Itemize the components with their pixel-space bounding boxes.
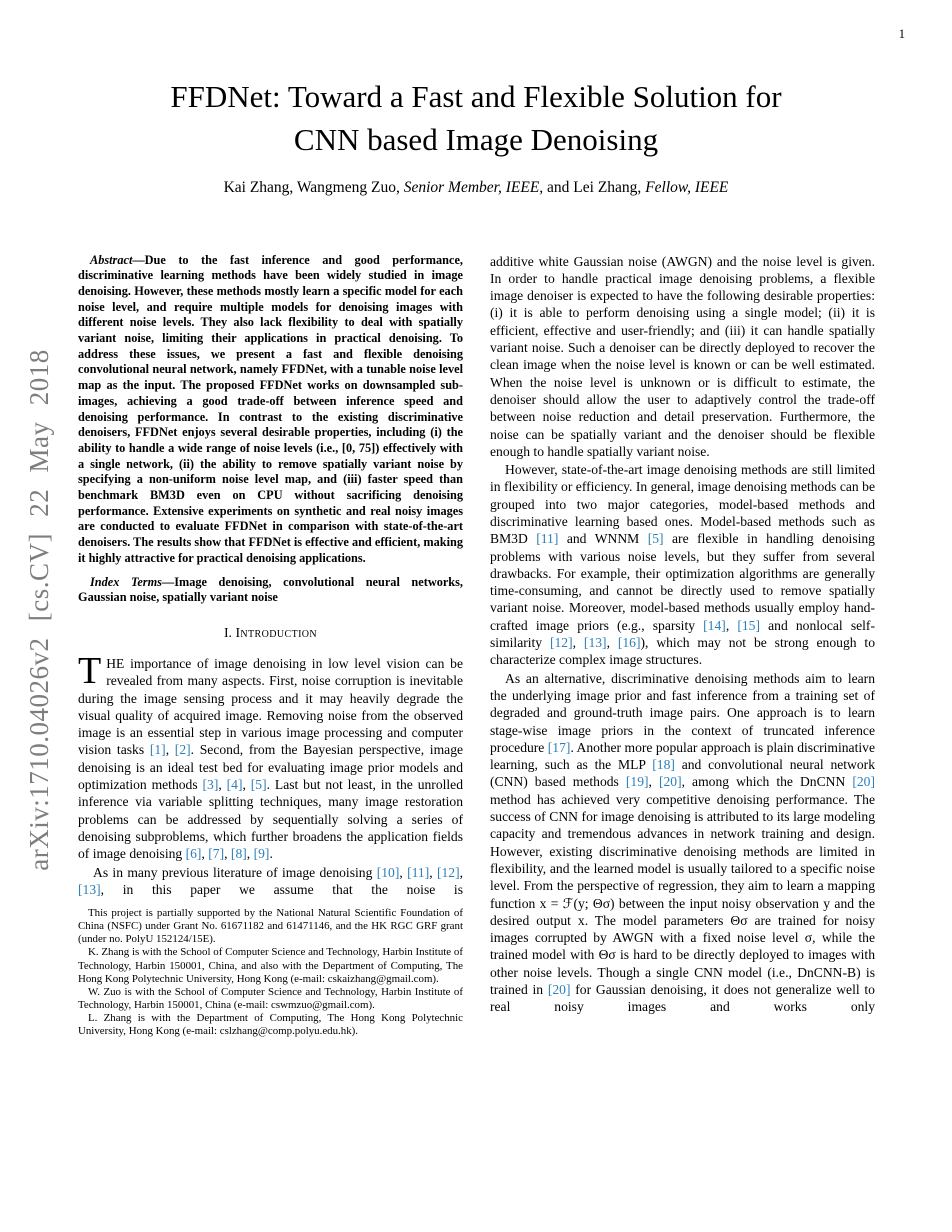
section-heading-introduction (78, 625, 463, 641)
intro-paragraph-1-text: importance of image denoising in low level vision can be revealed from many aspects. First, noise corruption is inevitable during the image sensing process and it may heavily degrade the visual quality of acquired image. Removing noise from the observed image is an essential step in various image processing and computer vision tasks [1], [2]. Second, from the Bayesian perspective, image denoising is an ideal test bed for evaluating image prior models and optimization methods [3], [4], [5]. Last but not least, in the unrolled inference via variable splitting techniques, many image restoration problems can be addressed by sequentially solving a series of denoising subproblems, which further broadens the application fields of image denoising [6], [7], [8], [9]. (78, 656, 464, 862)
title-line1: FFDNet: Toward a Fast and Flexible Solution for (170, 79, 782, 114)
drop-cap-lead: HE (106, 656, 125, 671)
citation-ref[interactable]: [20] (852, 774, 875, 790)
footnote-author-kzhang: K. Zhang is with the School of Computer Science and Technology, Harbin Institute of Technology, Harbin 150001, China, and also with the Department of Computing, The Hong Kong Polytechnic University, Hong Kong (e-mail: cskaizhang@gmail.com). (78, 946, 463, 985)
citation-ref[interactable]: [19] (625, 774, 649, 790)
citation-ref[interactable]: [12] (436, 864, 460, 880)
author-segment: Senior Member, IEEE, (403, 178, 544, 196)
citation-ref[interactable]: [17] (547, 739, 571, 755)
index-terms (78, 575, 463, 606)
citation-ref[interactable]: [8] (230, 846, 247, 862)
citation-ref[interactable]: [10] (376, 864, 400, 880)
section-number: I. (223, 625, 232, 640)
author-line (0, 179, 952, 197)
citation-ref[interactable]: [6] (185, 846, 202, 862)
citation-ref[interactable]: [13] (583, 635, 607, 651)
footnote-author-lzhang: L. Zhang is with the Department of Computing, The Hong Kong Polytechnic University, Hong Kong (e-mail: cslzhang@comp.polyu.edu.hk). (78, 1011, 463, 1037)
citation-ref[interactable]: [20] (547, 982, 571, 997)
author-segment: and Lei Zhang, (543, 178, 646, 196)
two-column-body (78, 253, 875, 1039)
citation-ref[interactable]: [11] (536, 531, 559, 547)
intro-paragraph-1 (78, 650, 464, 863)
citation-ref[interactable]: [20] (658, 774, 682, 790)
paper-title (0, 76, 952, 162)
citation-ref[interactable]: [16] (617, 635, 641, 651)
right-column (490, 253, 875, 1039)
citation-ref[interactable]: [12] (549, 635, 573, 651)
citation-ref[interactable]: [15] (737, 617, 760, 633)
citation-ref[interactable]: [7] (208, 846, 225, 862)
index-terms-label: Index Terms (90, 574, 162, 589)
author-segment: Kai Zhang, Wangmeng Zuo, (223, 178, 404, 196)
citation-ref[interactable]: [13] (78, 881, 101, 897)
citation-ref[interactable]: [5] (250, 777, 267, 793)
footnote-funding: This project is partially supported by the National Natural Scientific Foundation of China (NSFC) under Grant No. 61671182 and 61471146, and the HK RGC GRF grant (under no. PolyU 152124/15E). (78, 907, 463, 946)
citation-ref[interactable]: [1] (149, 742, 166, 758)
citation-ref[interactable]: [5] (647, 531, 664, 547)
drop-cap: T (78, 650, 102, 692)
page-number: 1 (898, 27, 905, 41)
citation-ref[interactable]: [11] (407, 864, 430, 880)
abstract (78, 253, 463, 567)
intro-paragraph-2: As in many previous literature of image denoising [10], [11], [12], [13], in this paper we assume that the noise is (78, 864, 464, 897)
right-paragraph-2: However, state-of-the-art image denoising methods are still limited in flexibility or efficiency. In general, image denoising methods can be grouped into two major categories, model-based methods and discriminative learning based ones. Model-based methods such as BM3D [11] and WNNM [5] are flexible in handling denoising problems with various noise levels, but they suffer from several drawbacks. For example, their optimization algorithms are generally time-consuming, and cannot be directly used to remove spatially variant noise. Moreover, model-based methods usually employ hand-crafted image priors (e.g., sparsity [14], [15] and nonlocal self-similarity [12], [13], [16]), which may not be strong enough to characterize complex image structures. (490, 462, 875, 668)
citation-ref[interactable]: [14] (703, 617, 726, 633)
arxiv-watermark: arXiv:1710.04026v2 [cs.CV] 22 May 2018 (24, 349, 54, 871)
abstract-label: Abstract (90, 252, 133, 267)
citation-ref[interactable]: [2] (174, 742, 191, 758)
footnote-author-wzuo: W. Zuo is with the School of Computer Science and Technology, Harbin Institute of Technology, Harbin 150001, China (e-mail: cswmzuo@gmail.com). (78, 985, 463, 1011)
citation-ref[interactable]: [4] (226, 777, 243, 793)
right-paragraph-3: As an alternative, discriminative denoising methods aim to learn the underlying image prior and fast inference from a training set of degraded and ground-truth image pairs. One approach is to learn stage-wise image priors in the context of truncated inference procedure [17]. Another more popular approach is plain discriminative learning, such as the MLP [18] and convolutional neural network (CNN) based methods [19], [20], among which the DnCNN [20] method has achieved very competitive denoising performance. The success of CNN for image denoising is attributed to its large modeling capacity and tremendous advances in network training and design. However, existing discriminative denoising methods are limited in flexibility, and the learned model is usually tailored to a specific noise level. From the perspective of regression, they aim to learn a mapping function x = ℱ(y; Θσ) between the input noisy observation y and the desired output x. The model parameters Θσ are trained for noisy images corrupted by AWGN with a fixed noise level σ, while the trained model with Θσ is hard to be directly deployed to images with other noise levels. Though a single CNN model (i.e., DnCNN-B) is trained in [20] for Gaussian denoising, it does not generalize well to real noisy images and works only (490, 670, 876, 1015)
abstract-text: —Due to the fast inference and good performance, discriminative learning methods have been widely studied in image denoising. However, these methods mostly learn a specific model for each noise level, and require multiple models for denoising images with different noise levels. They also lack flexibility to deal with spatially variant noise, limiting their applications in practical denoising. To address these issues, we present a fast and flexible denoising convolutional neural network, namely FFDNet, with a tunable noise level map as the input. The proposed FFDNet works on downsampled sub-images, achieving a good trade-off between inference speed and denoising performance. In contrast to the existing discriminative denoisers, FFDNet enjoys several desirable properties, including (i) the ability to handle a wide range of noise levels (i.e., [0, 75]) effectively with a single network, (ii) the ability to remove spatially variant noise by specifying a non-uniform noise level map, and (iii) faster speed than benchmark BM3D even on CPU without sacrificing denoising performance. Extensive experiments on synthetic and real noisy images are conducted to evaluate FFDNet in comparison with state-of-the-art denoisers. The results show that FFDNet is effective and efficient, making it highly attractive for practical denoising applications. (78, 252, 463, 565)
citation-ref[interactable]: [3] (202, 777, 219, 793)
citation-ref[interactable]: [18] (652, 757, 675, 773)
title-line2: CNN based Image Denoising (293, 121, 659, 157)
index-terms-text: —Image denoising, convolutional neural networks, Gaussian noise, spatially variant noise (78, 574, 463, 605)
footnotes (78, 907, 463, 1038)
section-title: Introduction (235, 625, 318, 640)
author-segment: Fellow, IEEE (645, 178, 729, 196)
citation-ref[interactable]: [9] (253, 846, 270, 862)
right-paragraph-1: additive white Gaussian noise (AWGN) and the noise level is given. In order to handle practical image denoising problems, a flexible image denoiser is expected to have the following desirable properties: (i) it is able to perform denoising using a single model; (ii) it is efficient, effective and user-friendly; and (iii) it can handle spatially variant noise. Such a denoiser can be directly deployed to recover the clean image when the noise level is known or can be well estimated. When the noise level is unknown or is difficult to estimate, the denoiser should allow the user to adaptively control the trade-off between noise reduction and detail preservation. Furthermore, the noise can be spatially variant and the denoiser should be flexible enough to handle spatially variant noise. (490, 253, 875, 459)
left-column (78, 253, 463, 1039)
